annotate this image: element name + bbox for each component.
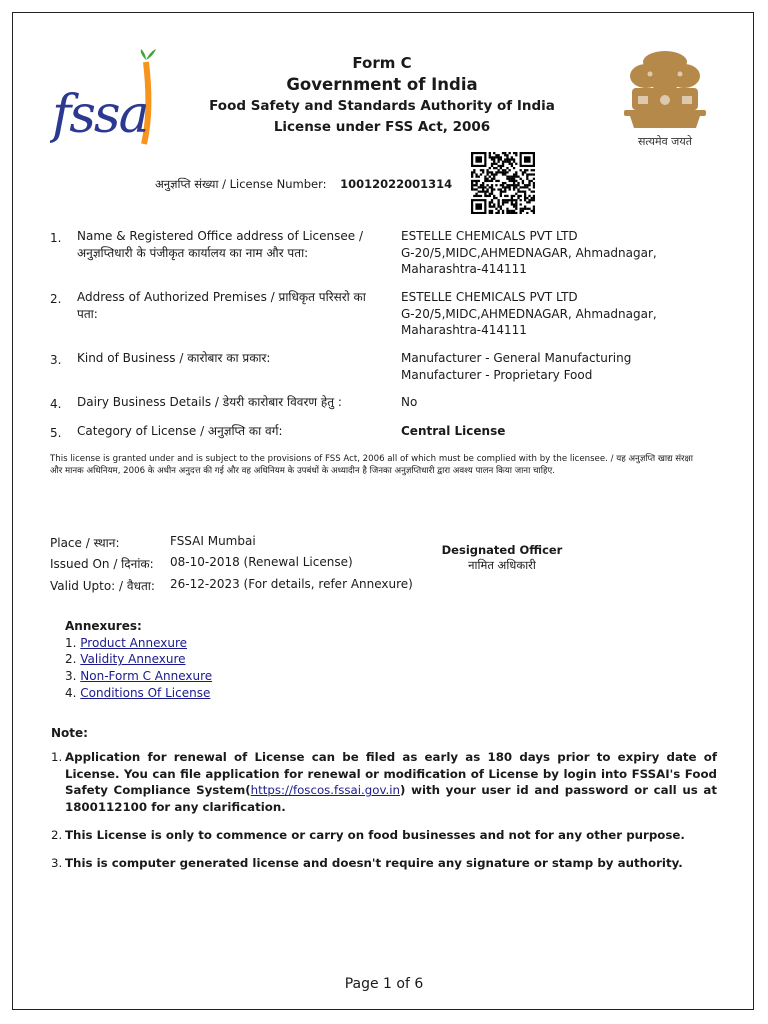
- officer-title-hindi: नामित अधिकारी: [468, 558, 536, 572]
- valid-value: 26-12-2023 (For details, refer Annexure): [170, 577, 413, 591]
- annexure-item: 4. Conditions Of License: [65, 685, 211, 700]
- issued-label: Issued On / दिनांक:: [50, 557, 154, 571]
- svg-text:fssa: fssa: [52, 85, 148, 145]
- item-label: Address of Authorized Premises / प्राधिकृत परिसरो का पता:: [77, 290, 366, 321]
- valid-label: Valid Upto: / वैधता:: [50, 579, 155, 593]
- item-value: ESTELLE CHEMICALS PVT LTD G-20/5,MIDC,AHMEDNAGAR, Ahmadnagar, Maharashtra-414111: [401, 229, 657, 276]
- foscos-link[interactable]: https://foscos.fssai.gov.in: [250, 783, 401, 798]
- fssai-logo: [50, 48, 160, 148]
- product-annexure-link[interactable]: Product Annexure: [80, 635, 188, 650]
- item-label: Kind of Business / कारोबार का प्रकार:: [77, 351, 271, 365]
- non-form-c-annexure-link[interactable]: Non-Form C Annexure: [80, 669, 213, 684]
- authority-title: Food Safety and Standards Authority of India: [209, 98, 555, 114]
- license-number-row: [155, 177, 452, 192]
- place-label: Place / स्थान:: [50, 536, 120, 550]
- qr-code: [471, 152, 535, 214]
- note-item-renewal: 1. Application for renewal of License can be filed as early as 180 days prior to expiry date of License. You can file application for renewal or modification of License by login into FSSAI's Food Safety Compliance System(https://foscos.fssai.gov.in) with your user id and password or call us at 1800112100 for any clarification.: [51, 750, 717, 815]
- annexures-heading: Annexures:: [65, 619, 142, 633]
- license-number-label: अनुज्ञप्ति संख्या / License Number:: [155, 177, 327, 191]
- annexure-item: 2. Validity Annexure: [65, 652, 186, 667]
- page-number: Page 1 of 6: [344, 976, 424, 992]
- annexure-item: 1. Product Annexure: [65, 635, 188, 650]
- annexures-list: [65, 618, 212, 702]
- conditions-of-license-link[interactable]: Conditions Of License: [80, 685, 211, 700]
- license-number-value: 10012022001314: [340, 177, 453, 191]
- item-label: Category of License / अनुज्ञप्ति का वर्ग:: [77, 424, 283, 438]
- validity-annexure-link[interactable]: Validity Annexure: [80, 652, 186, 667]
- emblem-motto: सत्यमेव जयते: [637, 135, 693, 148]
- place-value: FSSAI Mumbai: [170, 534, 256, 548]
- item-label: Name & Registered Office address of Licensee / अनुज्ञप्तिधारी के पंजीकृत कार्यालय का नाम और पता:: [77, 229, 364, 260]
- document-header: [180, 52, 584, 138]
- note-item-computer-generated: 3. This is computer generated license and doesn't require any signature or stamp by authority.: [51, 856, 683, 870]
- national-emblem: [610, 46, 720, 150]
- item-value: No: [401, 395, 418, 409]
- item-value: Manufacturer - General Manufacturing Manufacturer - Proprietary Food: [401, 351, 632, 382]
- item-value: Central License: [401, 424, 506, 438]
- annexure-item: 3. Non-Form C Annexure: [65, 669, 213, 684]
- license-disclaimer: This license is granted under and is subject to the provisions of FSS Act, 2006 all of which must be complied with by the licensee. / यह अनुज्ञप्ति खाद्य संरक्षा और मानक अधिनियम, 2006 के अधीन अनुदत्त की गई और वह अधिनियम के उपबंधों के अध्यादीन है जिनका अनुज्ञप्तिधारी द्वारा अवश्य पालन किया जाना चाहिए.: [50, 454, 693, 476]
- item-label: Dairy Business Details / डेयरी कारोबार विवरण हेतु :: [77, 395, 342, 409]
- note-heading: Note:: [51, 726, 88, 740]
- issued-value: 08-10-2018 (Renewal License): [170, 555, 353, 569]
- form-title: Form C: [352, 54, 412, 72]
- officer-title: Designated Officer: [441, 543, 563, 557]
- designated-officer: [420, 543, 584, 573]
- note-item-purpose: 2. This License is only to commence or carry on food businesses and not for any other purpose.: [51, 828, 685, 842]
- government-title: Government of India: [286, 75, 478, 94]
- item-value: ESTELLE CHEMICALS PVT LTD G-20/5,MIDC,AHMEDNAGAR, Ahmadnagar, Maharashtra-414111: [401, 290, 657, 337]
- license-act-title: License under FSS Act, 2006: [273, 119, 491, 135]
